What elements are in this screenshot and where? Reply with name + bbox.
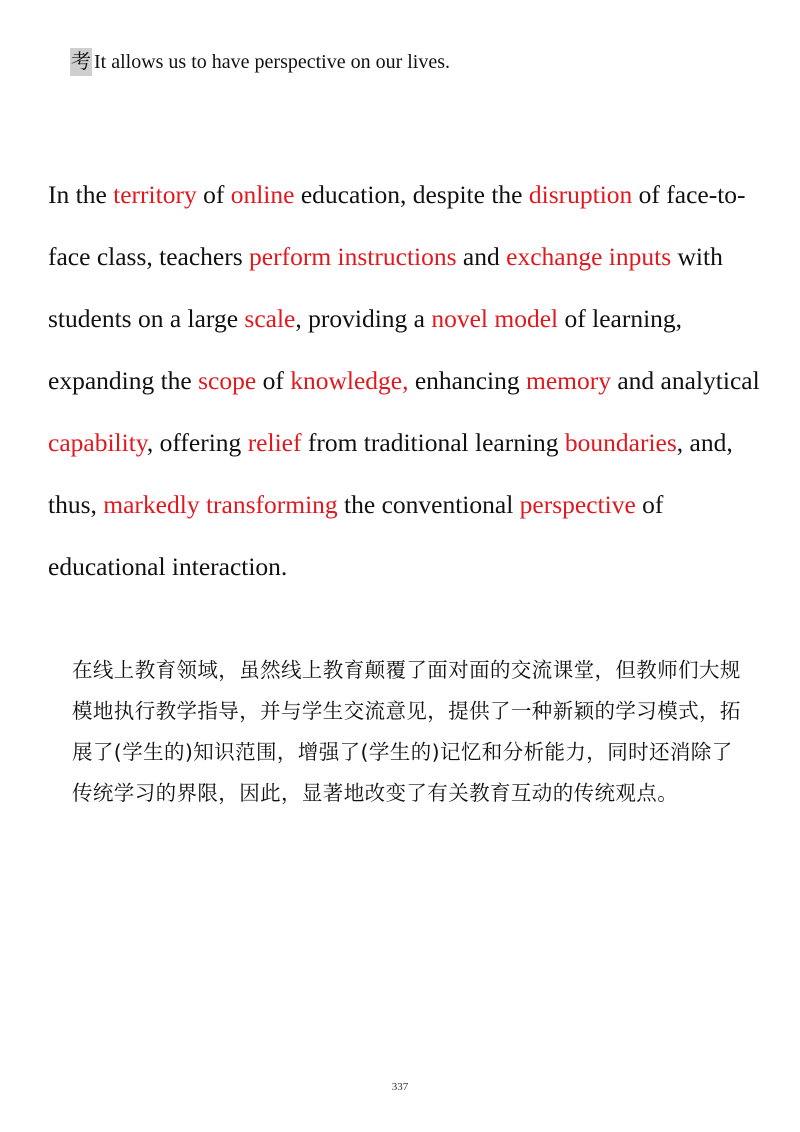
- segment: , and, thus,: [48, 428, 733, 519]
- highlighted-word: novel model: [431, 304, 559, 333]
- top-sentence-text: It allows us to have perspective on our lives.: [94, 51, 451, 73]
- highlighted-word: perform instructions: [249, 242, 457, 271]
- highlighted-word: scope: [198, 366, 257, 395]
- highlighted-word: disruption: [528, 180, 633, 209]
- highlighted-word: scale: [244, 304, 296, 333]
- highlighted-word: markedly transforming: [103, 490, 338, 519]
- highlighted-word: memory: [526, 366, 611, 395]
- segment: , offering: [146, 428, 248, 457]
- kao-tag-label: 考: [70, 48, 92, 76]
- english-paragraph: [48, 164, 768, 598]
- top-sentence: [70, 48, 450, 76]
- highlighted-word: relief: [247, 428, 302, 457]
- segment: of: [256, 366, 291, 395]
- segment: of: [196, 180, 231, 209]
- segment: In the: [48, 180, 114, 209]
- segment: and: [456, 242, 507, 271]
- segment: of face-to-face class, teachers: [48, 180, 746, 271]
- segment: with students on a large: [48, 242, 723, 333]
- highlighted-word: boundaries: [564, 428, 677, 457]
- segment: education, despite the: [294, 180, 529, 209]
- chinese-translation-paragraph: 在线上教育领域，虽然线上教育颠覆了面对面的交流课堂，但教师们大规模地执行教学指导，并与学生交流意见，提供了一种新颖的学习模式，拓展了(学生的)知识范围，增强了(学生的)记忆和分析能力，同时还消除了传统学习的界限，因此，显著地改变了有关教育互动的传统观点。: [72, 658, 741, 805]
- segment: enhancing: [408, 366, 526, 395]
- segment: , providing a: [295, 304, 432, 333]
- segment: of learning, expanding the: [48, 304, 683, 395]
- page-number: 337: [391, 1081, 409, 1093]
- highlighted-word: knowledge,: [290, 366, 409, 395]
- segment: and analytical: [610, 366, 760, 395]
- segment: the conventional: [337, 490, 520, 519]
- highlighted-word: capability: [48, 428, 147, 457]
- highlighted-word: perspective: [519, 490, 636, 519]
- highlighted-word: territory: [113, 180, 197, 209]
- highlighted-word: online: [230, 180, 295, 209]
- segment: of educational interaction.: [48, 490, 664, 581]
- segment: from traditional learning: [301, 428, 565, 457]
- highlighted-word: exchange inputs: [506, 242, 672, 271]
